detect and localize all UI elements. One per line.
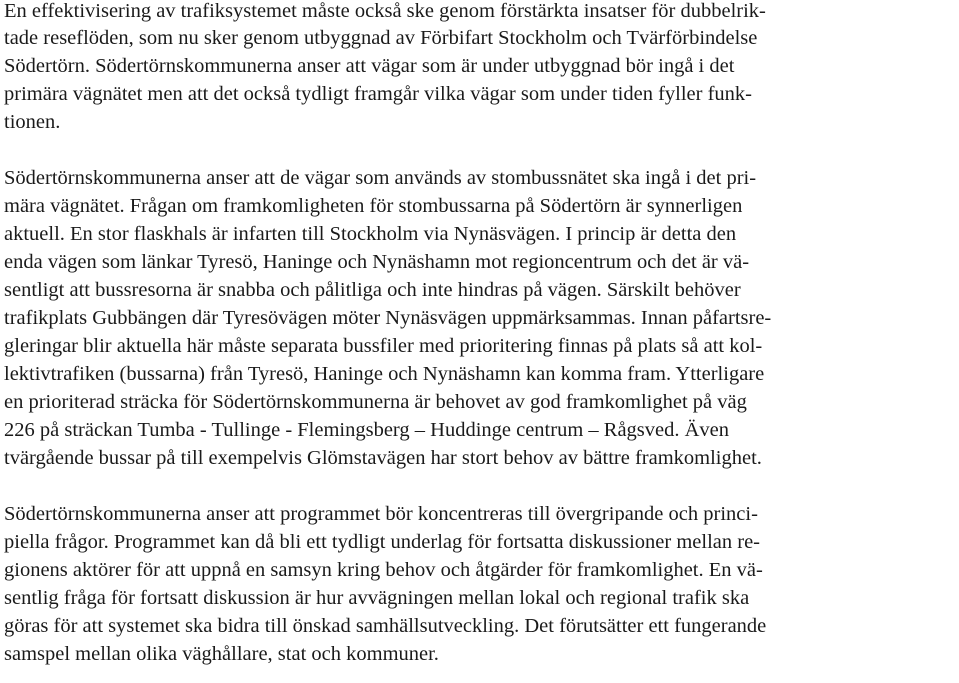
text-line: 226 på sträckan Tumba - Tullinge - Flemingsberg – Huddinge centrum – Rågsved. Även bbox=[4, 419, 730, 441]
text-line: gleringar blir aktuella här måste separata bussfiler med prioritering finnas på plats så att kol- bbox=[4, 335, 763, 357]
text-line: Södertörn. Södertörnskommunerna anser att vägar som är under utbyggnad bör ingå i det bbox=[4, 55, 735, 77]
text-line: tade reseflöden, som nu sker genom utbyggnad av Förbifart Stockholm och Tvärförbindelse bbox=[4, 27, 758, 49]
text-line: mära vägnätet. Frågan om framkomligheten för stombussarna på Södertörn är synnerligen bbox=[4, 195, 743, 217]
text-line: gionens aktörer för att uppnå en samsyn kring behov och åtgärder för framkomlighet. En vä- bbox=[4, 559, 763, 581]
text-line: Södertörnskommunerna anser att programmet bör koncentreras till övergripande och princi- bbox=[4, 503, 758, 525]
text-line: lektivtrafiken (bussarna) från Tyresö, Haninge och Nynäshamn kan komma fram. Ytterligare bbox=[4, 363, 765, 385]
text-line: En effektivisering av trafiksystemet måste också ske genom förstärkta insatser för dubbelrik- bbox=[4, 0, 766, 22]
text-line: tionen. bbox=[4, 111, 61, 133]
text-line: sentligt att bussresorna är snabba och pålitliga och inte hindras på vägen. Särskilt behöver bbox=[4, 279, 741, 301]
text-line: sentlig fråga för fortsatt diskussion är hur avvägningen mellan lokal och regional trafik ska bbox=[4, 587, 750, 609]
text-line: tvärgående bussar på till exempelvis Glömstavägen har stort behov av bättre framkomlighet. bbox=[4, 447, 762, 469]
text-line: göras för att systemet ska bidra till önskad samhällsutveckling. Det förutsätter ett fungerande bbox=[4, 615, 767, 637]
text-line: en prioriterad sträcka för Södertörnskommunerna är behovet av god framkomlighet på väg bbox=[4, 391, 747, 413]
text-line: primära vägnätet men att det också tydligt framgår vilka vägar som under tiden fyller funk- bbox=[4, 83, 752, 105]
text-line: aktuell. En stor flaskhals är infarten till Stockholm via Nynäsvägen. I princip är detta den bbox=[4, 223, 737, 245]
text-line: samspel mellan olika väghållare, stat och kommuner. bbox=[4, 643, 439, 665]
text-line: trafikplats Gubbängen där Tyresövägen möter Nynäsvägen uppmärksammas. Innan påfartsre- bbox=[4, 307, 772, 329]
text-line: Södertörnskommunerna anser att de vägar som används av stombussnätet ska ingå i det pri- bbox=[4, 167, 757, 189]
text-line: enda vägen som länkar Tyresö, Haninge och Nynäshamn mot regioncentrum och det är vä- bbox=[4, 251, 750, 273]
text-line: piella frågor. Programmet kan då bli ett tydligt underlag för fortsatta diskussioner mellan re- bbox=[4, 531, 761, 553]
